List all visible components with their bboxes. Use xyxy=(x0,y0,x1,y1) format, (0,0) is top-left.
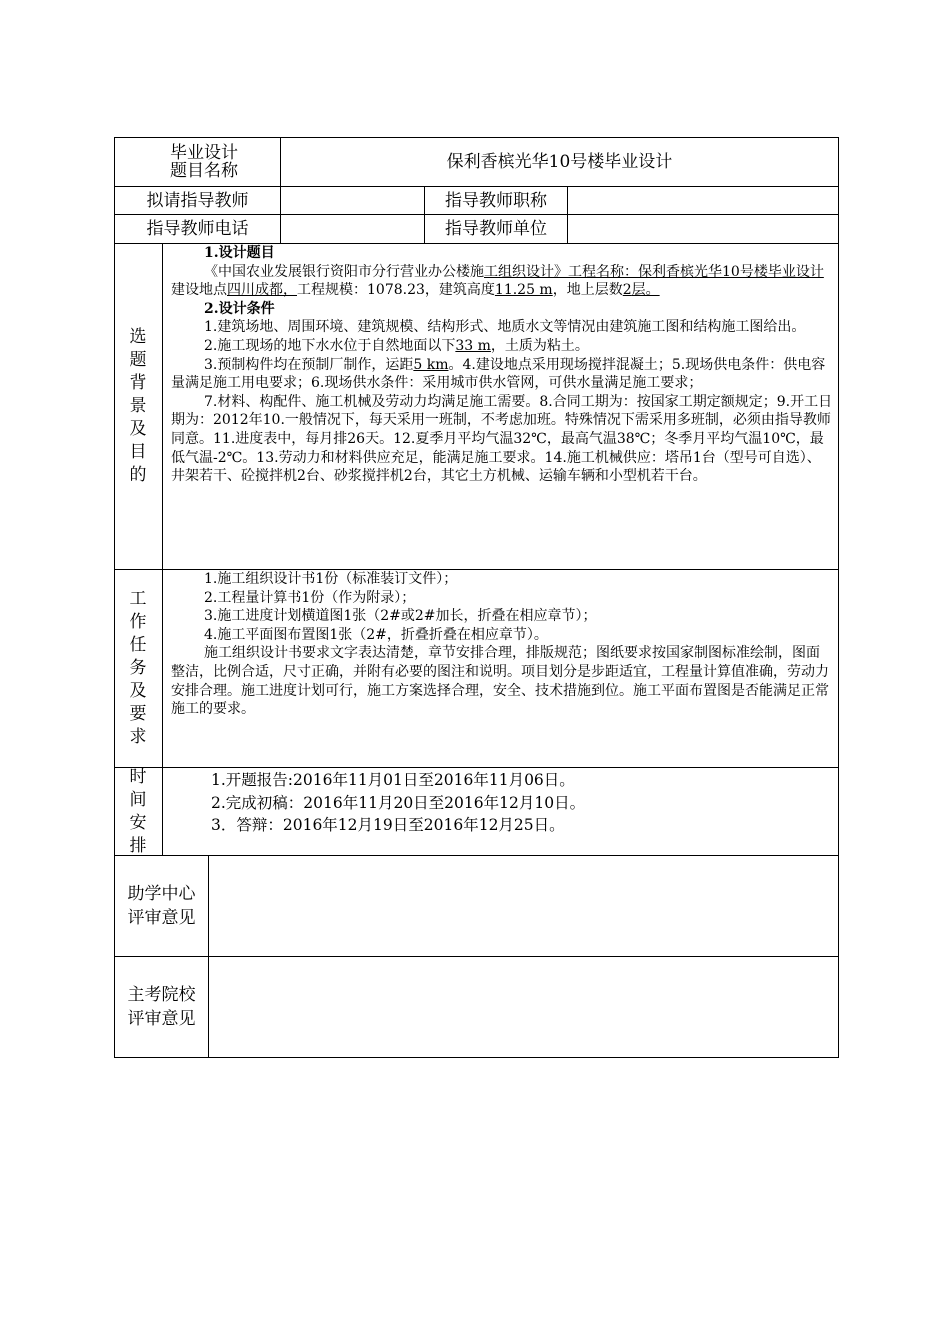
review-center-label: 助学中心 评审意见 xyxy=(127,884,196,928)
task-item: 3.施工进度计划横道图1张（2#或2#加长，折叠在相应章节）； xyxy=(204,608,597,625)
schedule-label: 时间安排 xyxy=(129,766,147,856)
schedule-item: 1.开题报告:2016年11月01日至2016年11月06日。 xyxy=(211,771,575,789)
advisor-unit-label: 指导教师单位 xyxy=(445,219,547,239)
condition-paragraph: 2.施工现场的地下水水位于自然地面以下33 m，土质为粘土。 xyxy=(204,337,589,354)
advisor-value[interactable] xyxy=(281,187,424,214)
advisor-phone-value[interactable] xyxy=(281,215,424,243)
design-topic-heading: 1.设计题目 xyxy=(204,245,275,261)
task-item: 1.施工组织设计书1份（标准装订文件）； xyxy=(204,571,458,587)
tasks-content xyxy=(171,570,833,719)
advisor-phone-label: 指导教师电话 xyxy=(146,219,249,239)
condition-paragraph: 7.材料、构配件、施工机械及劳动力均满足施工需要。8.合同工期为：按国家工期定额规定；9.开工日期为：2012年10.一般情况下，每天采用一班制，不考虑加班。特殊情况下需采用多班制，必须由指导教师同意。11.进度表中，每月排26天。12.夏季月平均气温32℃，最高气温38℃；冬季月平均气温10℃，最低气温-2℃。13.劳动力和材料供应充足，能满足施工要求。14.施工机械供应：塔吊1台（型号可自选）、井架若干、砼搅拌机2台、砂浆搅拌机2台，其它土方机械、运输车辆和小型机若干台。 xyxy=(171,393,833,485)
title-label-line2: 题目名称 xyxy=(170,161,238,181)
schedule-item: 3．答辩：2016年12月19日至2016年12月25日。 xyxy=(211,816,565,834)
title-value xyxy=(281,138,838,186)
review-school-label: 主考院校 评审意见 xyxy=(127,985,196,1029)
advisor-unit-value[interactable] xyxy=(568,215,838,243)
condition-paragraph: 3.预制构件均在预制厂制作，运距5 km。4.建设地点采用现场搅拌混凝土；5.现场供电条件：供电容量满足施工用电要求；6.现场供水条件：采用城市供水管网，可供水量满足施工要求； xyxy=(171,356,826,392)
advisor-title-label: 指导教师职称 xyxy=(445,190,547,211)
task-requirements: 施工组织设计书要求文字表达清楚，章节安排合理，排版规范；图纸要求按国家制图标准绘制，图面整洁，比例合适，尺寸正确，并附有必要的图注和说明。项目划分是步距适宜，工程量计算值准确，劳动力安排合理。施工进度计划可行，施工方案选择合理，安全、技术措施到位。施工平面布置图是否能满足正常施工的要求。 xyxy=(171,645,829,718)
advisor-title-value[interactable] xyxy=(568,187,838,214)
task-item: 4.施工平面图布置图1张（2#，折叠折叠在相应章节）。 xyxy=(204,626,548,643)
review-center-value[interactable] xyxy=(209,856,838,956)
review-school-value[interactable] xyxy=(209,957,838,1057)
thesis-form-table xyxy=(114,137,839,1057)
background-content xyxy=(171,244,833,486)
advisor-label: 拟请指导教师 xyxy=(146,190,249,211)
schedule-item: 2.完成初稿：2016年11月20日至2016年12月10日。 xyxy=(211,793,586,812)
task-item: 2.工程量计算书1份（作为附录）； xyxy=(204,589,416,606)
schedule-content xyxy=(163,768,833,837)
background-label: 选题背景及目的 xyxy=(129,327,147,485)
title-value-text: 保利香槟光华10号楼毕业设计 xyxy=(446,152,673,172)
design-conditions-heading: 2.设计条件 xyxy=(204,300,275,317)
tasks-label: 工作任务及要求 xyxy=(129,589,147,747)
condition-paragraph: 1.建筑场地、周围环境、建筑规模、结构形式、地质水文等情况由建筑施工图和结构施工图给出。 xyxy=(204,319,806,336)
design-topic-text: 《中国农业发展银行资阳市分行营业办公楼施工组织设计》工程名称：保利香槟光华10号楼毕业设计建设地点四川成都，工程规模：1078.23，建筑高度11.25 m，地上层数2层。 xyxy=(171,263,824,299)
title-label-line1: 毕业设计 xyxy=(170,143,238,163)
title-label xyxy=(134,139,274,185)
